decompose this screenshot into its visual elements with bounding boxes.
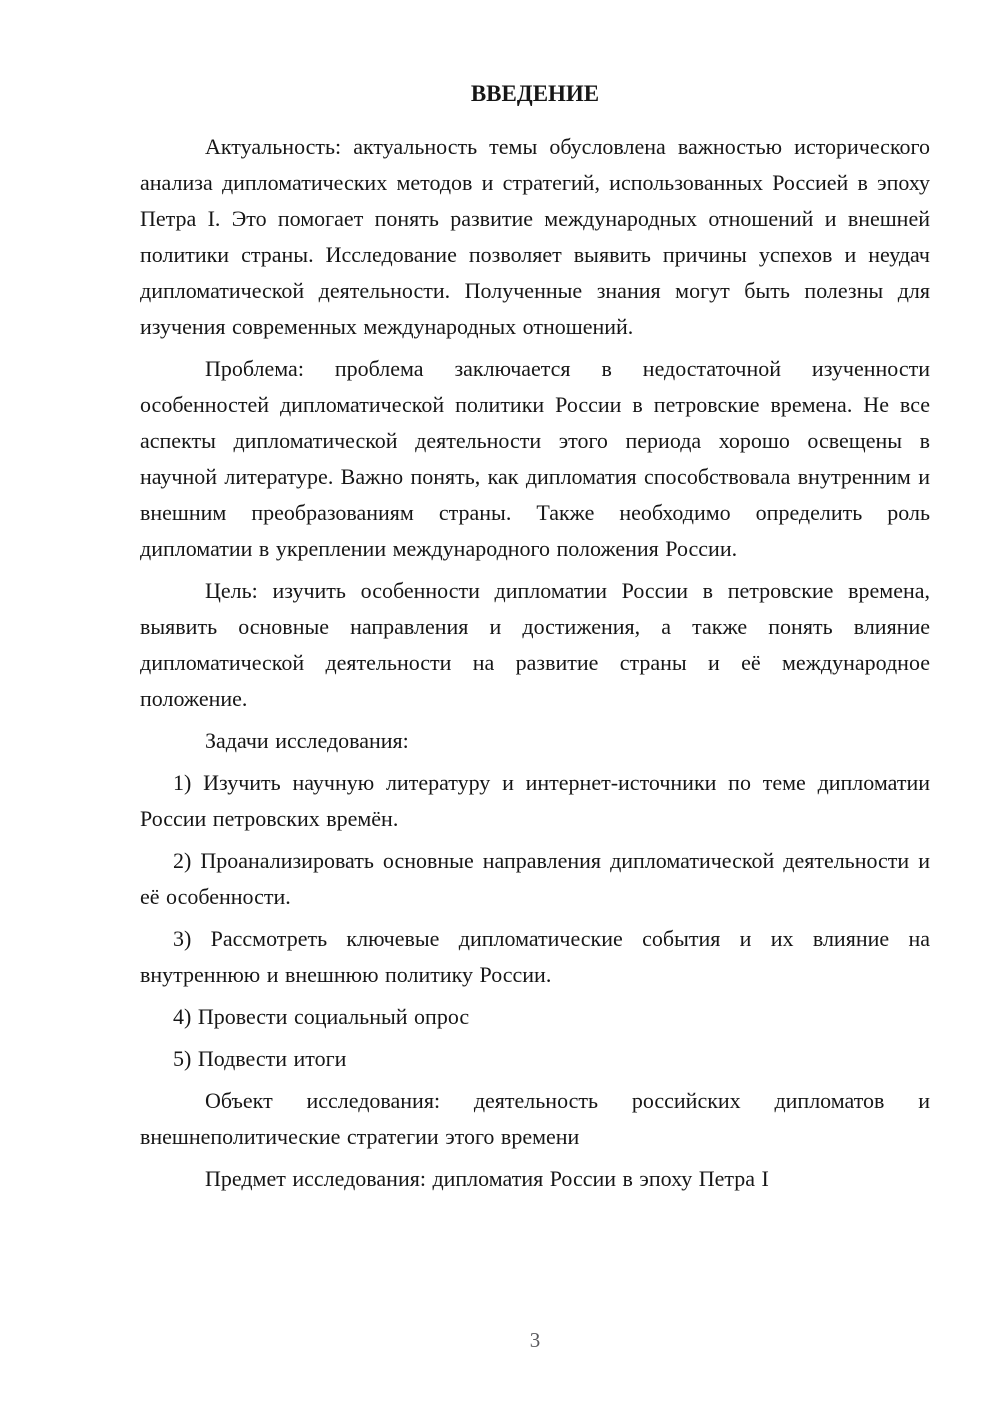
paragraphs-container — [140, 129, 930, 1197]
paragraph: Проблема: проблема заключается в недостаточной изученности особенностей дипломатической политики России в петровские времена. Не все аспекты дипломатической деятельности этого периода хорошо освещены в научной литературе. Важно понять, как дипломатия способствовала внутренним и внешним преобразованиям страны. Также необходимо определить роль дипломатии в укреплении международного положения России. — [140, 356, 930, 561]
paragraph: Задачи исследования: — [205, 728, 409, 753]
task-list-item: 3) Рассмотреть ключевые дипломатические события и их влияние на внутреннюю и внешнюю политику России. — [140, 926, 930, 987]
paragraph: Объект исследования: деятельность российских дипломатов и внешнеполитические стратегии этого времени — [140, 1088, 930, 1149]
paragraph: Актуальность: актуальность темы обусловлена важностью исторического анализа дипломатических методов и стратегий, использованных Россией в эпоху Петра I. Это помогает понять развитие международных отношений и внешней политики страны. Исследование позволяет выявить причины успехов и неудач дипломатической деятельности. Полученные знания могут быть полезны для изучения современных международных отношений. — [140, 134, 930, 339]
page-title: ВВЕДЕНИЕ — [470, 81, 600, 106]
paragraph: Цель: изучить особенности дипломатии России в петровские времена, выявить основные направления и достижения, а также понять влияние дипломатической деятельности на развитие страны и её международное положение. — [140, 578, 930, 711]
task-list-item: 2) Проанализировать основные направления дипломатической деятельности и её особенности. — [140, 848, 930, 909]
task-list-item: 1) Изучить научную литературу и интернет-источники по теме дипломатии России петровских времён. — [140, 770, 930, 831]
paragraph: Предмет исследования: дипломатия России в эпоху Петра I — [205, 1166, 769, 1191]
document-content — [140, 76, 930, 1203]
page-number: 3 — [529, 1328, 541, 1352]
task-list-item: 5) Подвести итоги — [173, 1046, 347, 1071]
task-list-item: 4) Провести социальный опрос — [173, 1004, 470, 1029]
